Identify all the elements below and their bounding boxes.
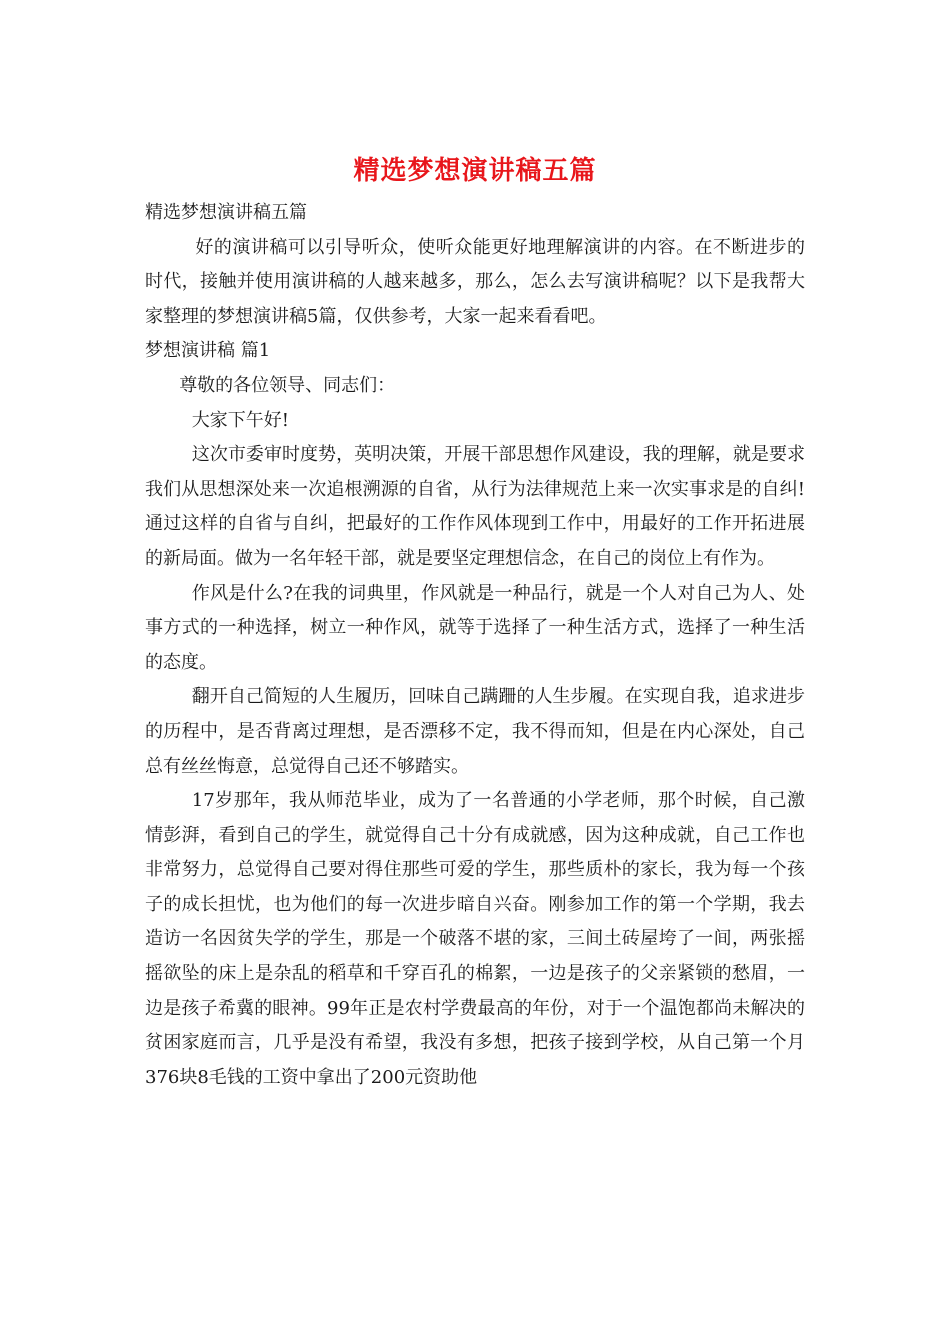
section-heading: 梦想演讲稿 篇1 (145, 340, 271, 362)
intro-paragraph: 好的演讲稿可以引导听众，使听众能更好地理解演讲的内容。在不断进步的时代，接触并使用演讲稿的人越来越多，那么，怎么去写演讲稿呢？以下是我帮大家整理的梦想演讲稿5篇，仅供参考，大家一起来看看吧。 (145, 236, 805, 327)
subtitle-line: 精选梦想演讲稿五篇 (145, 202, 307, 223)
body-paragraph-4: 17岁那年，我从师范毕业，成为了一名普通的小学老师，那个时候，自己激情彭湃，看到自己的学生，就觉得自己十分有成就感，因为这种成就，自己工作也非常努力，总觉得自己要对得住那些可爱的学生，那些质朴的家长，我为每一个孩子的成长担忧，也为他们的每一次进步暗自兴奋。刚参加工作的第一个学期，我去造访一名因贫失学的学生，那是一个破落不堪的家，三间土砖屋垮了一间，两张摇摇欲坠的床上是杂乱的稻草和千穿百孔的棉絮，一边是孩子的父亲紧锁的愁眉，一边是孩子希冀的眼神。99年正是农村学费最高的年份，对于一个温饱都尚未解决的贫困家庭而言，几乎是没有希望，我没有多想，把孩子接到学校，从自己第一个月376块8毛钱的工资中拿出了200元资助他 (145, 790, 805, 1088)
salutation: 尊敬的各位领导、同志们： (179, 374, 396, 396)
document-title: 精选梦想演讲稿五篇 (353, 156, 597, 186)
document-body (145, 196, 805, 1095)
body-paragraph-2: 作风是什么?在我的词典里，作风就是一种品行，就是一个人对自己为人、处事方式的一种选择，树立一种作风，就等于选择了一种生活方式，选择了一种生活的态度。 (145, 582, 805, 673)
greeting: 大家下午好! (191, 409, 290, 431)
body-paragraph-3: 翻开自己简短的人生履历，回味自己蹒跚的人生步履。在实现自我，追求进步的历程中，是否背离过理想，是否漂移不定，我不得而知，但是在内心深处，自己总有丝丝悔意，总觉得自己还不够踏实。 (145, 686, 805, 777)
body-paragraph-1: 这次市委审时度势，英明决策，开展干部思想作风建设，我的理解，就是要求我们从思想深处来一次追根溯源的自省，从行为法律规范上来一次实事求是的自纠!通过这样的自省与自纠，把最好的工作作风体现到工作中，用最好的工作开拓进展的新局面。做为一名年轻干部，就是要坚定理想信念，在自己的岗位上有作为。 (145, 444, 805, 569)
